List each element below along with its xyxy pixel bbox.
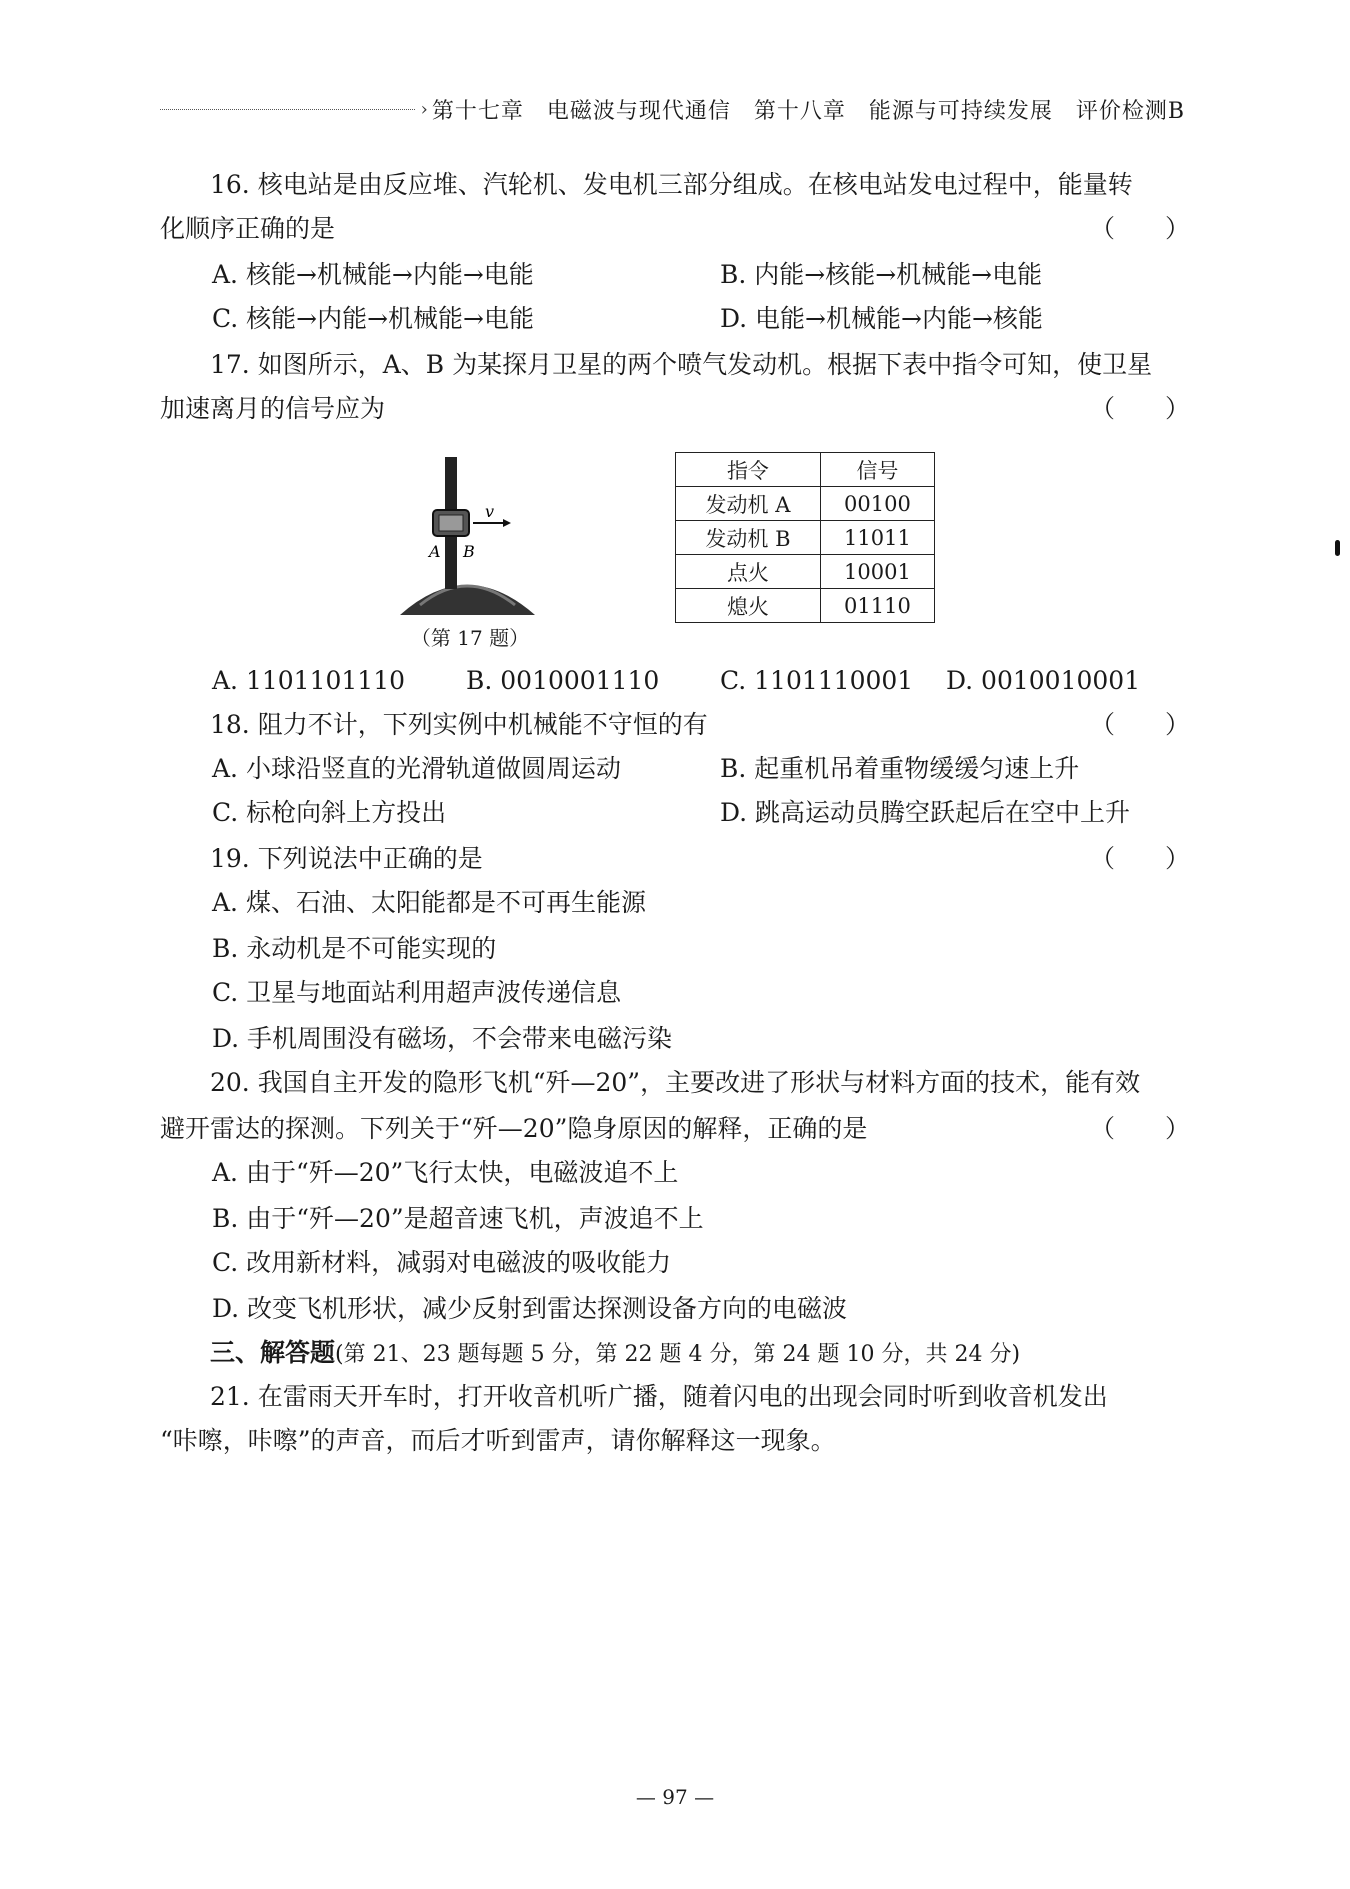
engine-b-label: B [463,542,475,561]
running-header [160,92,1185,126]
header-title: 第十七章 电磁波与现代通信 第十八章 能源与可持续发展 评价检测B [431,98,1185,124]
table-header-cell: 指令 [676,453,821,487]
q20-option-c[interactable]: C. 改用新材料，减弱对电磁波的吸收能力 [212,1248,672,1277]
q21-line2: “咔嚓，咔嚓”的声音，而后才听到雷声，请你解释这一现象。 [160,1426,836,1455]
section3-title: 三、解答题 [210,1338,336,1367]
page-number: — 97 — [635,1785,715,1809]
engine-a-label: A [429,542,441,561]
section3-note: (第 21、23 题每题 5 分，第 22 题 4 分，第 24 题 10 分，共 24 分) [335,1342,1021,1367]
satellite-figure [395,455,540,615]
moon-surface [400,585,535,615]
q18-option-d[interactable]: D. 跳高运动员腾空跃起后在空中上升 [720,798,1131,827]
q20-option-a[interactable]: A. 由于“歼—20”飞行太快，电磁波追不上 [212,1158,679,1187]
table-row [676,521,935,555]
q19-option-c[interactable]: C. 卫星与地面站利用超声波传递信息 [212,978,622,1007]
q16-line2: 化顺序正确的是 [160,214,336,243]
q20-option-b[interactable]: B. 由于“歼—20”是超音速飞机，声波追不上 [212,1204,704,1233]
q16-line1: 16. 核电站是由反应堆、汽轮机、发电机三部分组成。在核电站发电过程中，能量转 [210,170,1133,199]
q16-option-b[interactable]: B. 内能→核能→机械能→电能 [720,260,1043,289]
q20-option-d[interactable]: D. 改变飞机形状，减少反射到雷达探测设备方向的电磁波 [212,1294,848,1323]
table-row [676,555,935,589]
q16-option-a[interactable]: A. 核能→机械能→内能→电能 [212,260,534,289]
table-row [676,589,935,623]
table-cell: 01110 [820,589,934,623]
header-dotted-rule [160,109,415,110]
q16-answer-paren[interactable]: （ ） [1090,214,1191,243]
q18-answer-paren[interactable]: （ ） [1090,710,1191,739]
q17-option-a[interactable]: A. 1101101110 [212,666,406,695]
table-header-cell: 信号 [820,453,934,487]
scan-speck [1335,540,1340,556]
q20-answer-paren[interactable]: （ ） [1090,1114,1191,1143]
header-arrow-icon: › [420,98,428,120]
solar-panel-bottom [445,537,457,589]
q20-line1: 20. 我国自主开发的隐形飞机“歼—20”，主要改进了形状与材料方面的技术，能有效 [210,1068,1141,1097]
q17-option-c[interactable]: C. 1101110001 [720,666,914,695]
table-cell: 11011 [820,521,934,555]
table-row [676,487,935,521]
q20-line2: 避开雷达的探测。下列关于“歼—20”隐身原因的解释，正确的是 [160,1114,868,1143]
table-header-row [676,453,935,487]
velocity-label: v [485,502,495,521]
q18-line1: 18. 阻力不计，下列实例中机械能不守恒的有 [210,710,708,739]
table-cell: 发动机 A [676,487,821,521]
q17-answer-paren[interactable]: （ ） [1090,394,1191,423]
solar-panel-top [445,457,457,509]
q19-option-b[interactable]: B. 永动机是不可能实现的 [212,934,497,963]
table-cell: 发动机 B [676,521,821,555]
q19-line1: 19. 下列说法中正确的是 [210,844,483,873]
q18-option-b[interactable]: B. 起重机吊着重物缓缓匀速上升 [720,754,1080,783]
q17-option-d[interactable]: D. 0010010001 [946,666,1141,695]
q16-option-c[interactable]: C. 核能→内能→机械能→电能 [212,304,534,333]
q21-line1: 21. 在雷雨天开车时，打开收音机听广播，随着闪电的出现会同时听到收音机发出 [210,1382,1108,1411]
q16-option-d[interactable]: D. 电能→机械能→内能→核能 [720,304,1043,333]
q19-option-a[interactable]: A. 煤、石油、太阳能都是不可再生能源 [212,888,646,917]
table-cell: 00100 [820,487,934,521]
q17-line1: 17. 如图所示，A、B 为某探月卫星的两个喷气发动机。根据下表中指令可知，使卫星 [210,350,1153,379]
q17-line2: 加速离月的信号应为 [160,394,386,423]
q17-option-b[interactable]: B. 0010001110 [466,666,660,695]
q19-option-d[interactable]: D. 手机周围没有磁场，不会带来电磁污染 [212,1024,673,1053]
command-signal-table [675,452,935,623]
table-cell: 熄火 [676,589,821,623]
q18-option-c[interactable]: C. 标枪向斜上方投出 [212,798,447,827]
table-cell: 10001 [820,555,934,589]
section3-heading [210,1336,1020,1372]
q18-option-a[interactable]: A. 小球沿竖直的光滑轨道做圆周运动 [212,754,621,783]
q19-answer-paren[interactable]: （ ） [1090,844,1191,873]
figure-caption: （第 17 题） [410,626,530,650]
table-cell: 点火 [676,555,821,589]
